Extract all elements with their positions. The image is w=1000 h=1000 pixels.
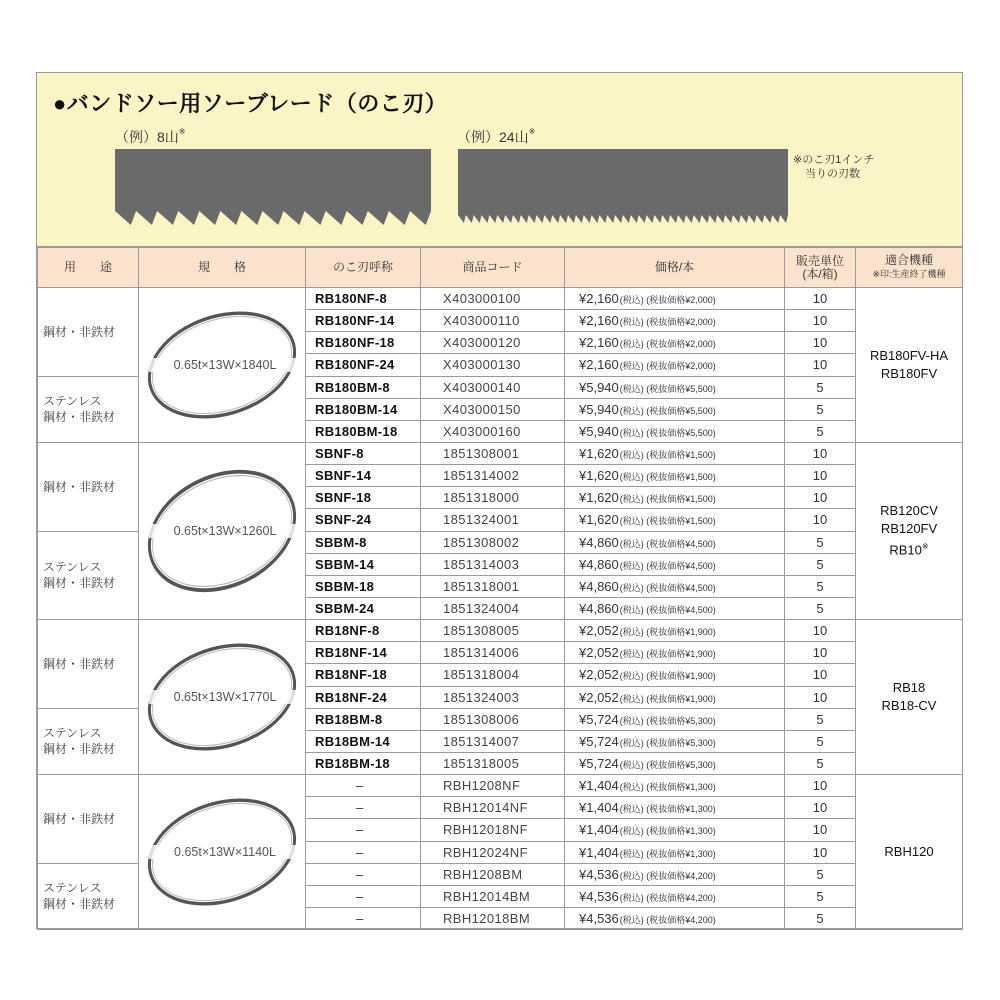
sales-unit: 10 <box>785 354 856 376</box>
header-usage: 用 途 <box>38 248 139 288</box>
sales-unit: 10 <box>785 642 856 664</box>
price-value: ¥2,160 <box>579 313 619 329</box>
header-spec: 規 格 <box>139 248 306 288</box>
price-tax-note: (税込) (税抜価格¥2,000) <box>619 317 716 328</box>
product-code: RBH1208BM <box>421 863 565 885</box>
price-tax-note: (税込) (税抜価格¥1,300) <box>619 782 716 793</box>
price-tax-note: (税込) (税抜価格¥4,200) <box>619 870 716 881</box>
price-tax-note: (税込) (税抜価格¥4,500) <box>619 560 716 571</box>
compatible-model: RB18-CV <box>881 698 937 714</box>
sales-unit: 5 <box>785 863 856 885</box>
price-value: ¥2,052 <box>579 623 619 639</box>
example-8-label: （例）8山※ <box>115 127 186 145</box>
price-tax-note: (税込) (税抜価格¥1,300) <box>619 826 716 837</box>
blade-name: – <box>306 907 421 929</box>
blade-name: SBNF-24 <box>306 509 421 531</box>
compatible-model: RB10※ <box>889 542 929 558</box>
table-row <box>38 620 963 642</box>
price-cell <box>565 420 785 442</box>
sales-unit: 10 <box>785 487 856 509</box>
price-tax-note: (税込) (税抜価格¥1,900) <box>619 671 716 682</box>
product-code: X403000160 <box>421 420 565 442</box>
usage-cell: ステンレス 鋼材・非鉄材 <box>38 708 139 774</box>
product-code: RBH1208NF <box>421 775 565 797</box>
product-code: 1851324003 <box>421 686 565 708</box>
blade-8-teeth-photo-icon <box>115 149 431 227</box>
compatible-model: RB18 <box>892 680 926 696</box>
price-cell <box>565 597 785 619</box>
blade-name: RB180BM-18 <box>306 420 421 442</box>
product-code: 1851308002 <box>421 531 565 553</box>
compatible-model-cell <box>856 620 963 775</box>
sales-unit: 10 <box>785 332 856 354</box>
price-cell <box>565 819 785 841</box>
example-24-label: （例）24山※ <box>457 127 536 145</box>
price-tax-note: (税込) (税抜価格¥1,900) <box>619 693 716 704</box>
header-panel <box>37 73 962 247</box>
product-code: RBH12018BM <box>421 907 565 929</box>
price-tax-note: (税込) (税抜価格¥4,500) <box>619 582 716 593</box>
product-code: 1851314003 <box>421 553 565 575</box>
price-cell <box>565 575 785 597</box>
sales-unit: 10 <box>785 819 856 841</box>
product-code: 1851308001 <box>421 442 565 464</box>
blade-name: RB18BM-8 <box>306 708 421 730</box>
price-tax-note: (税込) (税抜価格¥1,300) <box>619 804 716 815</box>
compatible-model: RBH120 <box>884 844 934 860</box>
price-tax-note: (税込) (税抜価格¥2,000) <box>619 361 716 372</box>
blade-name: – <box>306 863 421 885</box>
product-code: 1851318004 <box>421 664 565 686</box>
blade-name: SBNF-14 <box>306 465 421 487</box>
table-row <box>38 775 963 797</box>
price-tax-note: (税込) (税抜価格¥1,500) <box>619 494 716 505</box>
price-tax-note: (税込) (税抜価格¥5,500) <box>619 383 716 394</box>
product-code: 1851324004 <box>421 597 565 619</box>
sales-unit: 10 <box>785 797 856 819</box>
price-cell <box>565 332 785 354</box>
table-header-row <box>38 248 963 288</box>
blade-name: SBBM-8 <box>306 531 421 553</box>
price-tax-note: (税込) (税抜価格¥2,000) <box>619 339 716 350</box>
sales-unit: 10 <box>785 310 856 332</box>
price-cell <box>565 907 785 929</box>
blade-name: RB180NF-18 <box>306 332 421 354</box>
price-value: ¥2,052 <box>579 689 619 705</box>
product-code: RBH12024NF <box>421 841 565 863</box>
sales-unit: 5 <box>785 420 856 442</box>
sales-unit: 10 <box>785 442 856 464</box>
table-body <box>38 288 963 930</box>
blade-name: RB180NF-14 <box>306 310 421 332</box>
product-code: 1851318001 <box>421 575 565 597</box>
price-cell <box>565 797 785 819</box>
price-cell <box>565 509 785 531</box>
price-value: ¥4,860 <box>579 534 619 550</box>
price-value: ¥5,940 <box>579 379 619 395</box>
sales-unit: 10 <box>785 686 856 708</box>
price-value: ¥4,860 <box>579 601 619 617</box>
product-code: 1851314006 <box>421 642 565 664</box>
compatible-model: RB120CV <box>880 503 938 519</box>
spec-text: 0.65t×13W×1770L <box>149 690 301 704</box>
price-value: ¥2,160 <box>579 291 619 307</box>
blade-name: SBBM-24 <box>306 597 421 619</box>
price-value: ¥2,052 <box>579 645 619 661</box>
sales-unit: 5 <box>785 376 856 398</box>
price-cell <box>565 531 785 553</box>
usage-cell: 鋼材・非鉄材 <box>38 288 139 377</box>
price-tax-note: (税込) (税抜価格¥1,900) <box>619 649 716 660</box>
price-tax-note: (税込) (税抜価格¥1,500) <box>619 450 716 461</box>
blade-name: RB18NF-24 <box>306 686 421 708</box>
spec-cell <box>139 620 306 775</box>
spec-cell <box>139 775 306 930</box>
price-value: ¥5,724 <box>579 711 619 727</box>
product-code: X403000140 <box>421 376 565 398</box>
sales-unit: 5 <box>785 730 856 752</box>
product-code: X403000110 <box>421 310 565 332</box>
product-code: X403000100 <box>421 288 565 310</box>
product-frame <box>36 72 963 929</box>
price-value: ¥5,940 <box>579 423 619 439</box>
price-cell <box>565 885 785 907</box>
table-row <box>38 288 963 310</box>
blade-name: SBNF-8 <box>306 442 421 464</box>
blade-name: – <box>306 775 421 797</box>
sales-unit: 5 <box>785 708 856 730</box>
spec-cell <box>139 288 306 443</box>
price-value: ¥1,404 <box>579 844 619 860</box>
sales-unit: 5 <box>785 531 856 553</box>
blade-name: – <box>306 885 421 907</box>
price-value: ¥4,860 <box>579 578 619 594</box>
price-value: ¥1,404 <box>579 800 619 816</box>
price-value: ¥4,536 <box>579 888 619 904</box>
price-value: ¥4,536 <box>579 866 619 882</box>
usage-cell: ステンレス 鋼材・非鉄材 <box>38 531 139 620</box>
price-value: ¥1,620 <box>579 512 619 528</box>
compatible-model-cell <box>856 775 963 930</box>
compatible-model: RB120FV <box>880 521 938 537</box>
price-value: ¥1,620 <box>579 446 619 462</box>
price-cell <box>565 664 785 686</box>
price-cell <box>565 863 785 885</box>
product-code: X403000120 <box>421 332 565 354</box>
usage-cell: 鋼材・非鉄材 <box>38 442 139 531</box>
price-cell <box>565 398 785 420</box>
sales-unit: 5 <box>785 752 856 774</box>
spec-text: 0.65t×13W×1140L <box>149 845 301 859</box>
price-tax-note: (税込) (税抜価格¥5,300) <box>619 760 716 771</box>
price-value: ¥2,160 <box>579 357 619 373</box>
blade-name: RB18NF-14 <box>306 642 421 664</box>
price-value: ¥1,404 <box>579 822 619 838</box>
price-value: ¥1,620 <box>579 468 619 484</box>
price-cell <box>565 620 785 642</box>
page-title: ●バンドソー用ソーブレード（のこ刃） <box>53 91 448 116</box>
product-code: 1851314002 <box>421 465 565 487</box>
price-cell <box>565 553 785 575</box>
sales-unit: 10 <box>785 775 856 797</box>
product-code: 1851318005 <box>421 752 565 774</box>
sales-unit: 10 <box>785 841 856 863</box>
sales-unit: 5 <box>785 885 856 907</box>
product-table <box>37 247 963 930</box>
sales-unit: 10 <box>785 620 856 642</box>
sales-unit: 10 <box>785 288 856 310</box>
blade-name: SBBM-14 <box>306 553 421 575</box>
price-cell <box>565 354 785 376</box>
usage-cell: ステンレス 鋼材・非鉄材 <box>38 863 139 929</box>
price-value: ¥1,404 <box>579 778 619 794</box>
price-cell <box>565 775 785 797</box>
product-code: 1851318000 <box>421 487 565 509</box>
product-code: 1851314007 <box>421 730 565 752</box>
price-cell <box>565 642 785 664</box>
price-value: ¥4,860 <box>579 556 619 572</box>
usage-cell: 鋼材・非鉄材 <box>38 620 139 709</box>
product-code: 1851308005 <box>421 620 565 642</box>
usage-cell: 鋼材・非鉄材 <box>38 775 139 864</box>
blade-name: RB180NF-8 <box>306 288 421 310</box>
price-cell <box>565 288 785 310</box>
sales-unit: 10 <box>785 664 856 686</box>
price-tax-note: (税込) (税抜価格¥5,500) <box>619 405 716 416</box>
header-name: のこ刃呼称 <box>306 248 421 288</box>
product-code: RBH12014BM <box>421 885 565 907</box>
price-value: ¥2,052 <box>579 667 619 683</box>
sales-unit: 5 <box>785 553 856 575</box>
blade-name: – <box>306 797 421 819</box>
product-code: 1851324001 <box>421 509 565 531</box>
header-unit: 販売単位 (本/箱) <box>785 248 856 288</box>
compatible-model-cell <box>856 442 963 619</box>
product-code: X403000130 <box>421 354 565 376</box>
price-cell <box>565 376 785 398</box>
price-tax-note: (税込) (税抜価格¥5,500) <box>619 427 716 438</box>
price-cell <box>565 708 785 730</box>
price-value: ¥5,724 <box>579 733 619 749</box>
price-tax-note: (税込) (税抜価格¥5,300) <box>619 715 716 726</box>
sales-unit: 5 <box>785 398 856 420</box>
price-tax-note: (税込) (税抜価格¥4,200) <box>619 892 716 903</box>
blade-24-teeth-photo-icon <box>458 149 788 227</box>
header-code: 商品コード <box>421 248 565 288</box>
product-code: RBH12018NF <box>421 819 565 841</box>
price-cell <box>565 465 785 487</box>
price-cell <box>565 442 785 464</box>
sales-unit: 10 <box>785 509 856 531</box>
price-value: ¥5,724 <box>579 756 619 772</box>
product-code: X403000150 <box>421 398 565 420</box>
sales-unit: 5 <box>785 575 856 597</box>
price-cell <box>565 686 785 708</box>
blade-name: – <box>306 841 421 863</box>
compatible-model: RB180FV-HA <box>869 347 949 363</box>
price-tax-note: (税込) (税抜価格¥2,000) <box>619 295 716 306</box>
price-tax-note: (税込) (税抜価格¥4,500) <box>619 605 716 616</box>
product-code: RBH12014NF <box>421 797 565 819</box>
header-price: 価格/本 <box>565 248 785 288</box>
blade-name: RB180BM-14 <box>306 398 421 420</box>
blade-name: SBBM-18 <box>306 575 421 597</box>
price-tax-note: (税込) (税抜価格¥1,500) <box>619 516 716 527</box>
usage-cell: ステンレス 鋼材・非鉄材 <box>38 376 139 442</box>
header-model: 適合機種 ※印:生産終了機種 <box>856 248 963 288</box>
product-code: 1851308006 <box>421 708 565 730</box>
sales-unit: 5 <box>785 597 856 619</box>
price-tax-note: (税込) (税抜価格¥1,900) <box>619 627 716 638</box>
compatible-model-cell <box>856 288 963 443</box>
price-cell <box>565 487 785 509</box>
price-tax-note: (税込) (税抜価格¥4,200) <box>619 915 716 925</box>
price-tax-note: (税込) (税抜価格¥5,300) <box>619 737 716 748</box>
price-cell <box>565 752 785 774</box>
price-cell <box>565 841 785 863</box>
sales-unit: 5 <box>785 907 856 929</box>
sales-unit: 10 <box>785 465 856 487</box>
blade-name: – <box>306 819 421 841</box>
price-tax-note: (税込) (税抜価格¥1,500) <box>619 472 716 483</box>
price-cell <box>565 730 785 752</box>
spec-cell <box>139 442 306 619</box>
spec-text: 0.65t×13W×1840L <box>149 358 301 372</box>
price-cell <box>565 310 785 332</box>
spec-text: 0.65t×13W×1260L <box>149 524 301 538</box>
blade-name: RB180BM-8 <box>306 376 421 398</box>
price-value: ¥4,536 <box>579 911 619 926</box>
blade-name: RB18NF-8 <box>306 620 421 642</box>
price-value: ¥2,160 <box>579 335 619 351</box>
price-value: ¥5,940 <box>579 401 619 417</box>
compatible-model: RB180FV <box>880 365 938 381</box>
blade-name: RB18BM-14 <box>306 730 421 752</box>
blade-name: RB18NF-18 <box>306 664 421 686</box>
table-row <box>38 442 963 464</box>
teeth-per-inch-note: ※のこ刃1インチ 当りの刃数 <box>793 154 875 180</box>
price-tax-note: (税込) (税抜価格¥4,500) <box>619 538 716 549</box>
blade-name: RB18BM-18 <box>306 752 421 774</box>
blade-name: RB180NF-24 <box>306 354 421 376</box>
price-tax-note: (税込) (税抜価格¥1,300) <box>619 848 716 859</box>
price-value: ¥1,620 <box>579 490 619 506</box>
blade-name: SBNF-18 <box>306 487 421 509</box>
